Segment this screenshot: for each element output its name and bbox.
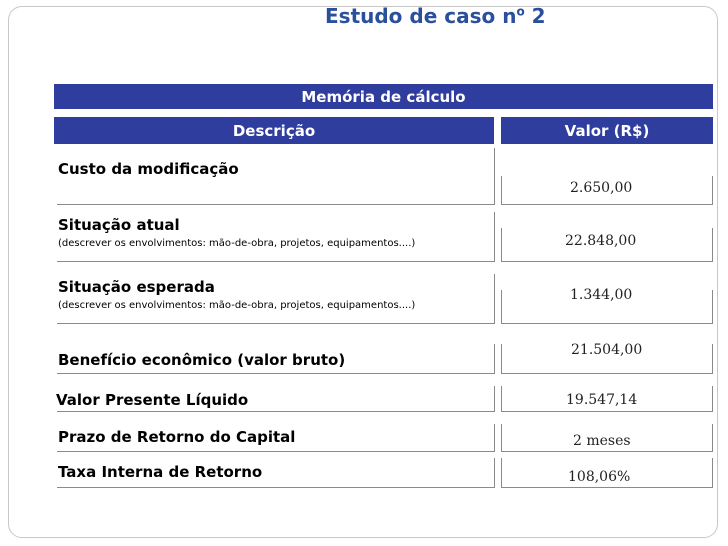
- column-header-value: [501, 117, 713, 144]
- row-value: 108,06%: [568, 469, 631, 485]
- page-title: [325, 4, 546, 28]
- row-label: Prazo de Retorno do Capital: [58, 428, 296, 446]
- row-value: 1.344,00: [570, 287, 633, 303]
- title-superscript: o: [516, 4, 525, 19]
- row-note: (descrever os envolvimentos: mão-de-obra, projetos, equipamentos....): [58, 238, 416, 249]
- section-header-label: Memória de cálculo: [301, 87, 466, 106]
- row-value: 19.547,14: [566, 392, 638, 408]
- column-header-description-label: Descrição: [232, 121, 316, 140]
- row-label: Custo da modificação: [58, 160, 239, 178]
- column-header-value-label: Valor (R$): [564, 121, 650, 140]
- section-header: [54, 84, 713, 109]
- row-value: 2.650,00: [570, 180, 633, 196]
- row-label: Situação atual: [58, 216, 180, 234]
- row-value: 2 meses: [573, 433, 631, 449]
- title-text: Estudo de caso n: [325, 4, 517, 28]
- title-number: 2: [531, 4, 546, 28]
- row-label: Benefício econômico (valor bruto): [58, 351, 346, 369]
- column-header-description: [54, 117, 494, 144]
- row-label: Taxa Interna de Retorno: [58, 463, 263, 481]
- row-note: (descrever os envolvimentos: mão-de-obra, projetos, equipamentos....): [58, 300, 416, 311]
- row-value: 22.848,00: [565, 233, 637, 249]
- row-label: Situação esperada: [58, 278, 215, 296]
- row-value: 21.504,00: [571, 342, 643, 358]
- row-label: Valor Presente Líquido: [56, 391, 249, 409]
